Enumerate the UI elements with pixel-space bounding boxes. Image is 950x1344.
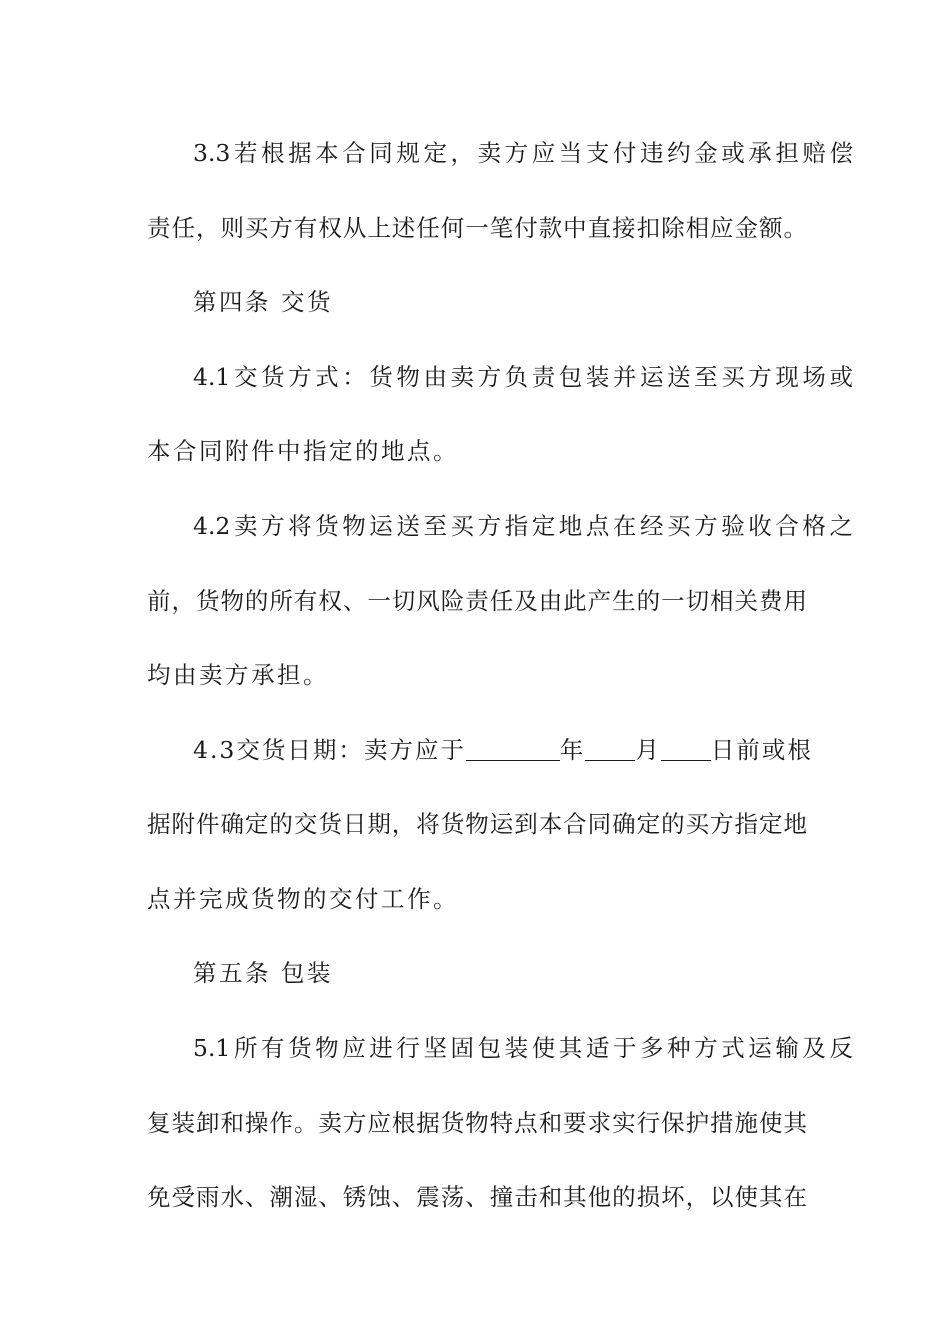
paragraph-4-1-line-1: 4.1交货方式：货物由卖方负责包装并运送至买方现场或 (193, 363, 853, 391)
article-5-heading: 第五条 包装 (193, 959, 333, 987)
paragraph-3-3-line-1: 3.3若根据本合同规定，卖方应当支付违约金或承担赔偿 (193, 139, 853, 167)
paragraph-4-2-line-3: 均由卖方承担。 (147, 661, 329, 689)
paragraph-4-3-line-1 (193, 735, 813, 765)
day-blank (661, 738, 711, 761)
paragraph-5-1-line-2: 复装卸和操作。卖方应根据货物特点和要求实行保护措施使其 (147, 1109, 807, 1137)
paragraph-4-3-line-2: 据附件确定的交货日期，将货物运到本合同确定的买方指定地 (147, 810, 807, 838)
paragraph-4-1-line-2: 本合同附件中指定的地点。 (147, 437, 459, 465)
month-label: 月 (635, 736, 661, 764)
paragraph-4-3-line-3: 点并完成货物的交付工作。 (147, 885, 459, 913)
month-blank (585, 738, 635, 761)
paragraph-5-1-line-1: 5.1所有货物应进行坚固包装使其适于多种方式运输及反 (193, 1034, 853, 1062)
year-label: 年 (559, 736, 586, 764)
paragraph-3-3-line-2: 责任，则买方有权从上述任何一笔付款中直接扣除相应金额。 (147, 214, 807, 242)
year-blank (466, 738, 560, 761)
delivery-date-prefix: 4.3交货日期：卖方应于 (193, 736, 466, 764)
paragraph-5-1-line-3: 免受雨水、潮湿、锈蚀、震荡、撞击和其他的损坏，以使其在 (147, 1183, 807, 1211)
paragraph-4-2-line-1: 4.2卖方将货物运送至买方指定地点在经买方验收合格之 (193, 512, 853, 540)
paragraph-4-2-line-2: 前，货物的所有权、一切风险责任及由此产生的一切相关费用 (147, 587, 807, 615)
article-4-heading: 第四条 交货 (193, 288, 333, 316)
delivery-date-suffix: 日前或根 (710, 736, 813, 764)
